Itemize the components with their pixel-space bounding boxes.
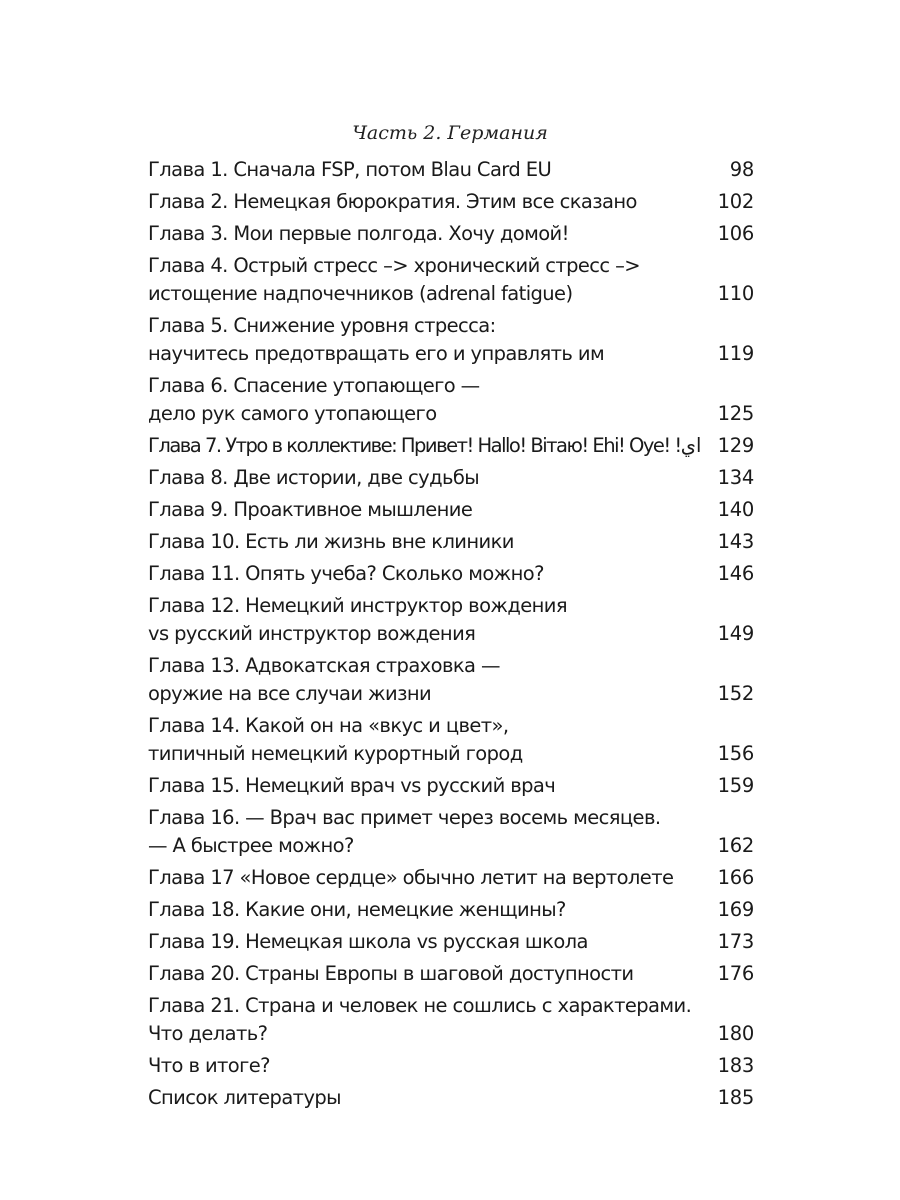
toc-entry-title-line: Глава 9. Проактивное мышление [148,498,473,522]
toc-entry-page-number: 180 [717,1022,754,1046]
toc-entry-title [148,652,500,708]
toc-entry-title [148,156,551,184]
toc-entry-title-line: — А быстрее можно? [148,833,354,857]
toc-entry [148,804,754,860]
toc-entry-page-number: 152 [717,682,754,706]
toc-entry-title-line: Глава 4. Острый стресс –> хронический стресс –> [148,254,641,278]
toc-entry-title [148,372,480,428]
toc-entry-page-number: 156 [717,742,754,765]
toc-entry-title-line: Глава 15. Немецкий врач vs русский врач [148,774,556,798]
toc-entry-page-number: 169 [717,898,754,922]
toc-entry [148,960,754,988]
toc-entry-title-line: дело рук самого утопающего [148,401,437,425]
toc-entry [148,464,754,492]
toc-entry-title [148,464,479,492]
part-title: Часть 2. Германия [352,122,548,144]
toc-entry-title [148,960,633,988]
toc-entry-title [148,220,569,248]
toc-entry [148,592,754,648]
toc-entry [148,220,754,248]
toc-entry-title-line: vs русский инструктор вождения [148,622,476,646]
toc-entry-title-line: Глава 21. Страна и человек не сошлись с характерами. [148,994,692,1018]
toc-entry-title-line: Глава 1. Сначала FSP, потом Blau Card EU [148,158,552,181]
toc-entry [148,156,754,184]
toc-entry-title [148,896,566,924]
toc-entry-page-number: 159 [717,774,754,798]
toc-entry-title-line: Глава 16. — Врач вас примет через восемь месяцев. [148,806,661,830]
toc-entry [148,864,754,892]
toc-entry [148,772,754,800]
toc-entry-page-number: 98 [729,158,754,181]
toc-entry-title [148,992,691,1048]
toc-entry-title-line: Глава 10. Есть ли жизнь вне клиники [148,530,514,554]
toc-entry [148,372,754,428]
toc-entry [148,252,754,308]
toc-entry-title-line: Глава 13. Адвокатская страховка — [148,654,500,678]
toc-entry [148,928,754,956]
toc-entry-title-line: оружие на все случаи жизни [148,682,432,706]
toc-entry-page-number: 125 [717,401,754,425]
toc-entry-page-number: 173 [717,930,754,954]
toc-entry-page-number: 149 [717,622,754,646]
toc-entry-title-line: истощение надпочечников (adrenal fatigue) [148,282,573,306]
toc-entry-title-line: научитесь предотвращать его и управлять им [148,341,605,365]
toc-entry-title [148,312,604,368]
table-of-contents [148,156,754,1117]
toc-entry-title-line: Глава 20. Страны Европы в шаговой доступности [148,962,634,986]
toc-entry-title-line: Глава 5. Снижение уровня стресса: [148,314,496,338]
toc-entry-title-line: Глава 14. Какой он на «вкус и цвет», [148,714,509,738]
toc-entry-page-number: 140 [717,498,754,522]
toc-entry-title-line: Что делать? [148,1022,268,1046]
toc-entry [148,1084,754,1112]
toc-entry-title [148,864,673,892]
toc-entry-page-number: 129 [717,433,754,457]
toc-entry [148,312,754,368]
toc-entry [148,528,754,556]
toc-entry [148,188,754,216]
toc-entry-title [148,804,660,860]
toc-entry [148,652,754,708]
toc-entry-page-number: 134 [717,466,754,490]
toc-entry-title-line: Глава 11. Опять учеба? Сколько можно? [148,562,544,586]
toc-entry [148,1052,754,1080]
toc-entry-page-number: 146 [717,562,754,586]
toc-entry-title-line: Глава 18. Какие они, немецкие женщины? [148,898,566,922]
toc-entry-page-number: 106 [717,222,754,246]
toc-entry-title [148,528,514,556]
toc-entry-title [148,928,588,956]
toc-entry-page-number: 185 [717,1086,754,1110]
toc-entry [148,560,754,588]
toc-entry-page-number: 119 [717,341,754,365]
toc-entry-page-number: 110 [717,282,754,306]
toc-entry [148,432,754,460]
toc-entry-title [148,188,637,216]
toc-entry-title [148,1084,341,1112]
toc-entry-title [148,432,701,460]
toc-entry [148,992,754,1048]
toc-entry [148,712,754,768]
toc-entry-title-line: Список литературы [148,1086,341,1110]
toc-entry-title-line: Глава 8. Две истории, две судьбы [148,466,480,490]
toc-entry-page-number: 162 [717,833,754,857]
toc-entry-title-line: Глава 6. Спасение утопающего — [148,374,480,398]
toc-entry-title [148,1052,270,1080]
toc-entry [148,496,754,524]
toc-entry-title [148,772,555,800]
toc-entry-title [148,496,472,524]
toc-entry-title [148,712,523,768]
toc-entry-title [148,592,567,648]
toc-entry-title [148,560,544,588]
toc-entry-title-line: Глава 17 «Новое сердце» обычно летит на вертолете [148,866,674,890]
toc-entry-title-line: Глава 19. Немецкая школа vs русская школа [148,930,588,954]
toc-entry-title [148,252,640,308]
toc-entry-page-number: 176 [717,962,754,986]
toc-entry [148,896,754,924]
toc-entry-page-number: 143 [717,530,754,554]
toc-entry-title-line: Что в итоге? [148,1054,270,1078]
toc-entry-title-line: Глава 3. Мои первые полгода. Хочу домой! [148,222,569,246]
toc-entry-title-line: Глава 12. Немецкий инструктор вождения [148,594,568,618]
toc-entry-title-line: Глава 2. Немецкая бюрократия. Этим все сказано [148,190,637,214]
toc-entry-page-number: 183 [717,1054,754,1078]
toc-entry-page-number: 166 [717,866,754,890]
toc-entry-title-line: типичный немецкий курортный город [148,742,523,765]
toc-entry-page-number: 102 [717,190,754,214]
toc-entry-title-line: Глава 7. Утро в коллективе: Привет! Hallo! Вітаю! Ehi! Oye! !اي [148,433,702,457]
